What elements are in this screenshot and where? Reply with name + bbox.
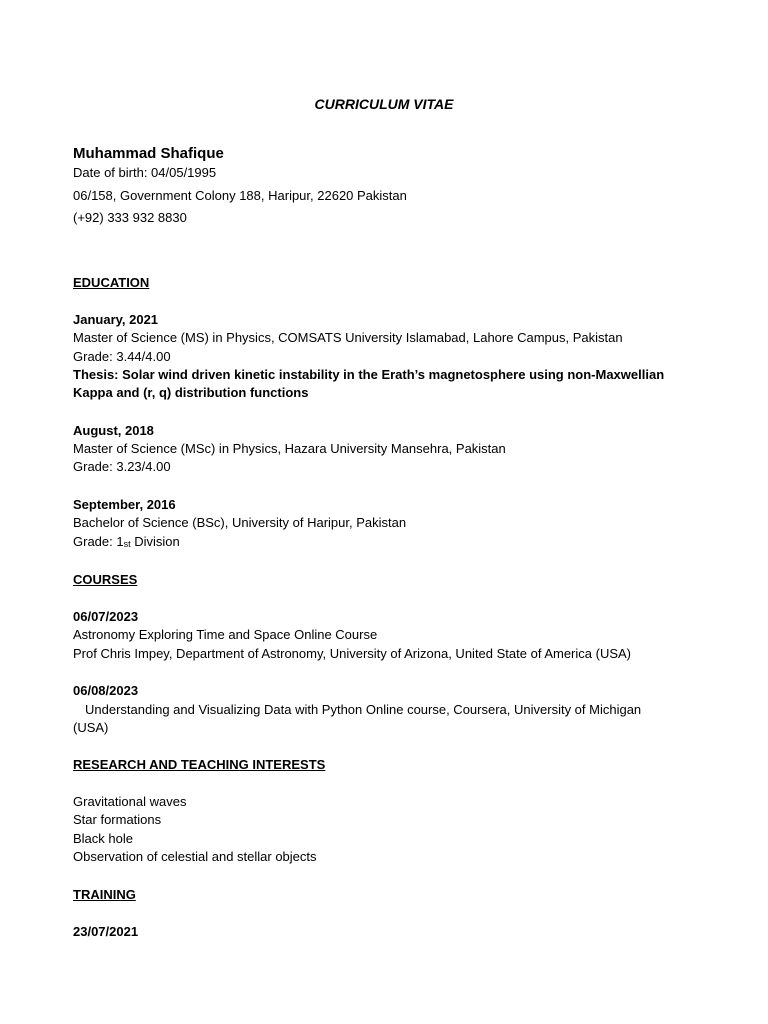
interests-heading: RESEARCH AND TEACHING INTERESTS — [73, 757, 326, 772]
interest-item: Observation of celestial and stellar objects — [73, 849, 317, 864]
education-grade: Grade: 3.23/4.00 — [73, 459, 171, 474]
course-detail: (USA) — [73, 720, 109, 735]
interest-item: Black hole — [73, 831, 133, 846]
grade-suffix: Division — [130, 534, 180, 549]
interest-item: Gravitational waves — [73, 794, 187, 809]
course-date: 06/08/2023 — [73, 683, 139, 698]
grade-prefix: Grade: 1 — [73, 534, 124, 549]
person-name: Muhammad Shafique — [73, 145, 224, 162]
date-of-birth: Date of birth: 04/05/1995 — [73, 165, 217, 180]
course-title: Understanding and Visualizing Data with Python Online course, Coursera, University of Michigan — [85, 702, 642, 717]
training-date: 23/07/2021 — [73, 924, 139, 939]
interest-item: Star formations — [73, 812, 162, 827]
education-date: September, 2016 — [73, 497, 176, 512]
document-title: CURRICULUM VITAE — [314, 96, 454, 112]
education-degree: Master of Science (MS) in Physics, COMSATS University Islamabad, Lahore Campus, Pakistan — [73, 330, 623, 345]
education-degree: Bachelor of Science (BSc), University of Haripur, Pakistan — [73, 515, 407, 530]
education-grade: Grade: 3.44/4.00 — [73, 349, 171, 364]
address: 06/158, Government Colony 188, Haripur, 22620 Pakistan — [73, 188, 407, 203]
education-date: January, 2021 — [73, 312, 159, 327]
thesis-line: Thesis: Solar wind driven kinetic instability in the Erath’s magnetosphere using non-Maxwellian — [73, 367, 665, 382]
education-degree: Master of Science (MSc) in Physics, Hazara University Mansehra, Pakistan — [73, 441, 506, 456]
grade-superscript: st — [123, 539, 131, 549]
course-title: Astronomy Exploring Time and Space Online Course — [73, 627, 378, 642]
training-heading: TRAINING — [73, 887, 136, 902]
course-detail: Prof Chris Impey, Department of Astronomy, University of Arizona, United State of America (USA) — [73, 646, 632, 661]
education-heading: EDUCATION — [73, 275, 150, 290]
courses-heading: COURSES — [73, 572, 138, 587]
phone: (+92) 333 932 8830 — [73, 210, 187, 225]
thesis-line: Kappa and (r, q) distribution functions — [73, 385, 309, 400]
education-date: August, 2018 — [73, 423, 154, 438]
education-grade — [73, 533, 180, 553]
course-date: 06/07/2023 — [73, 609, 139, 624]
